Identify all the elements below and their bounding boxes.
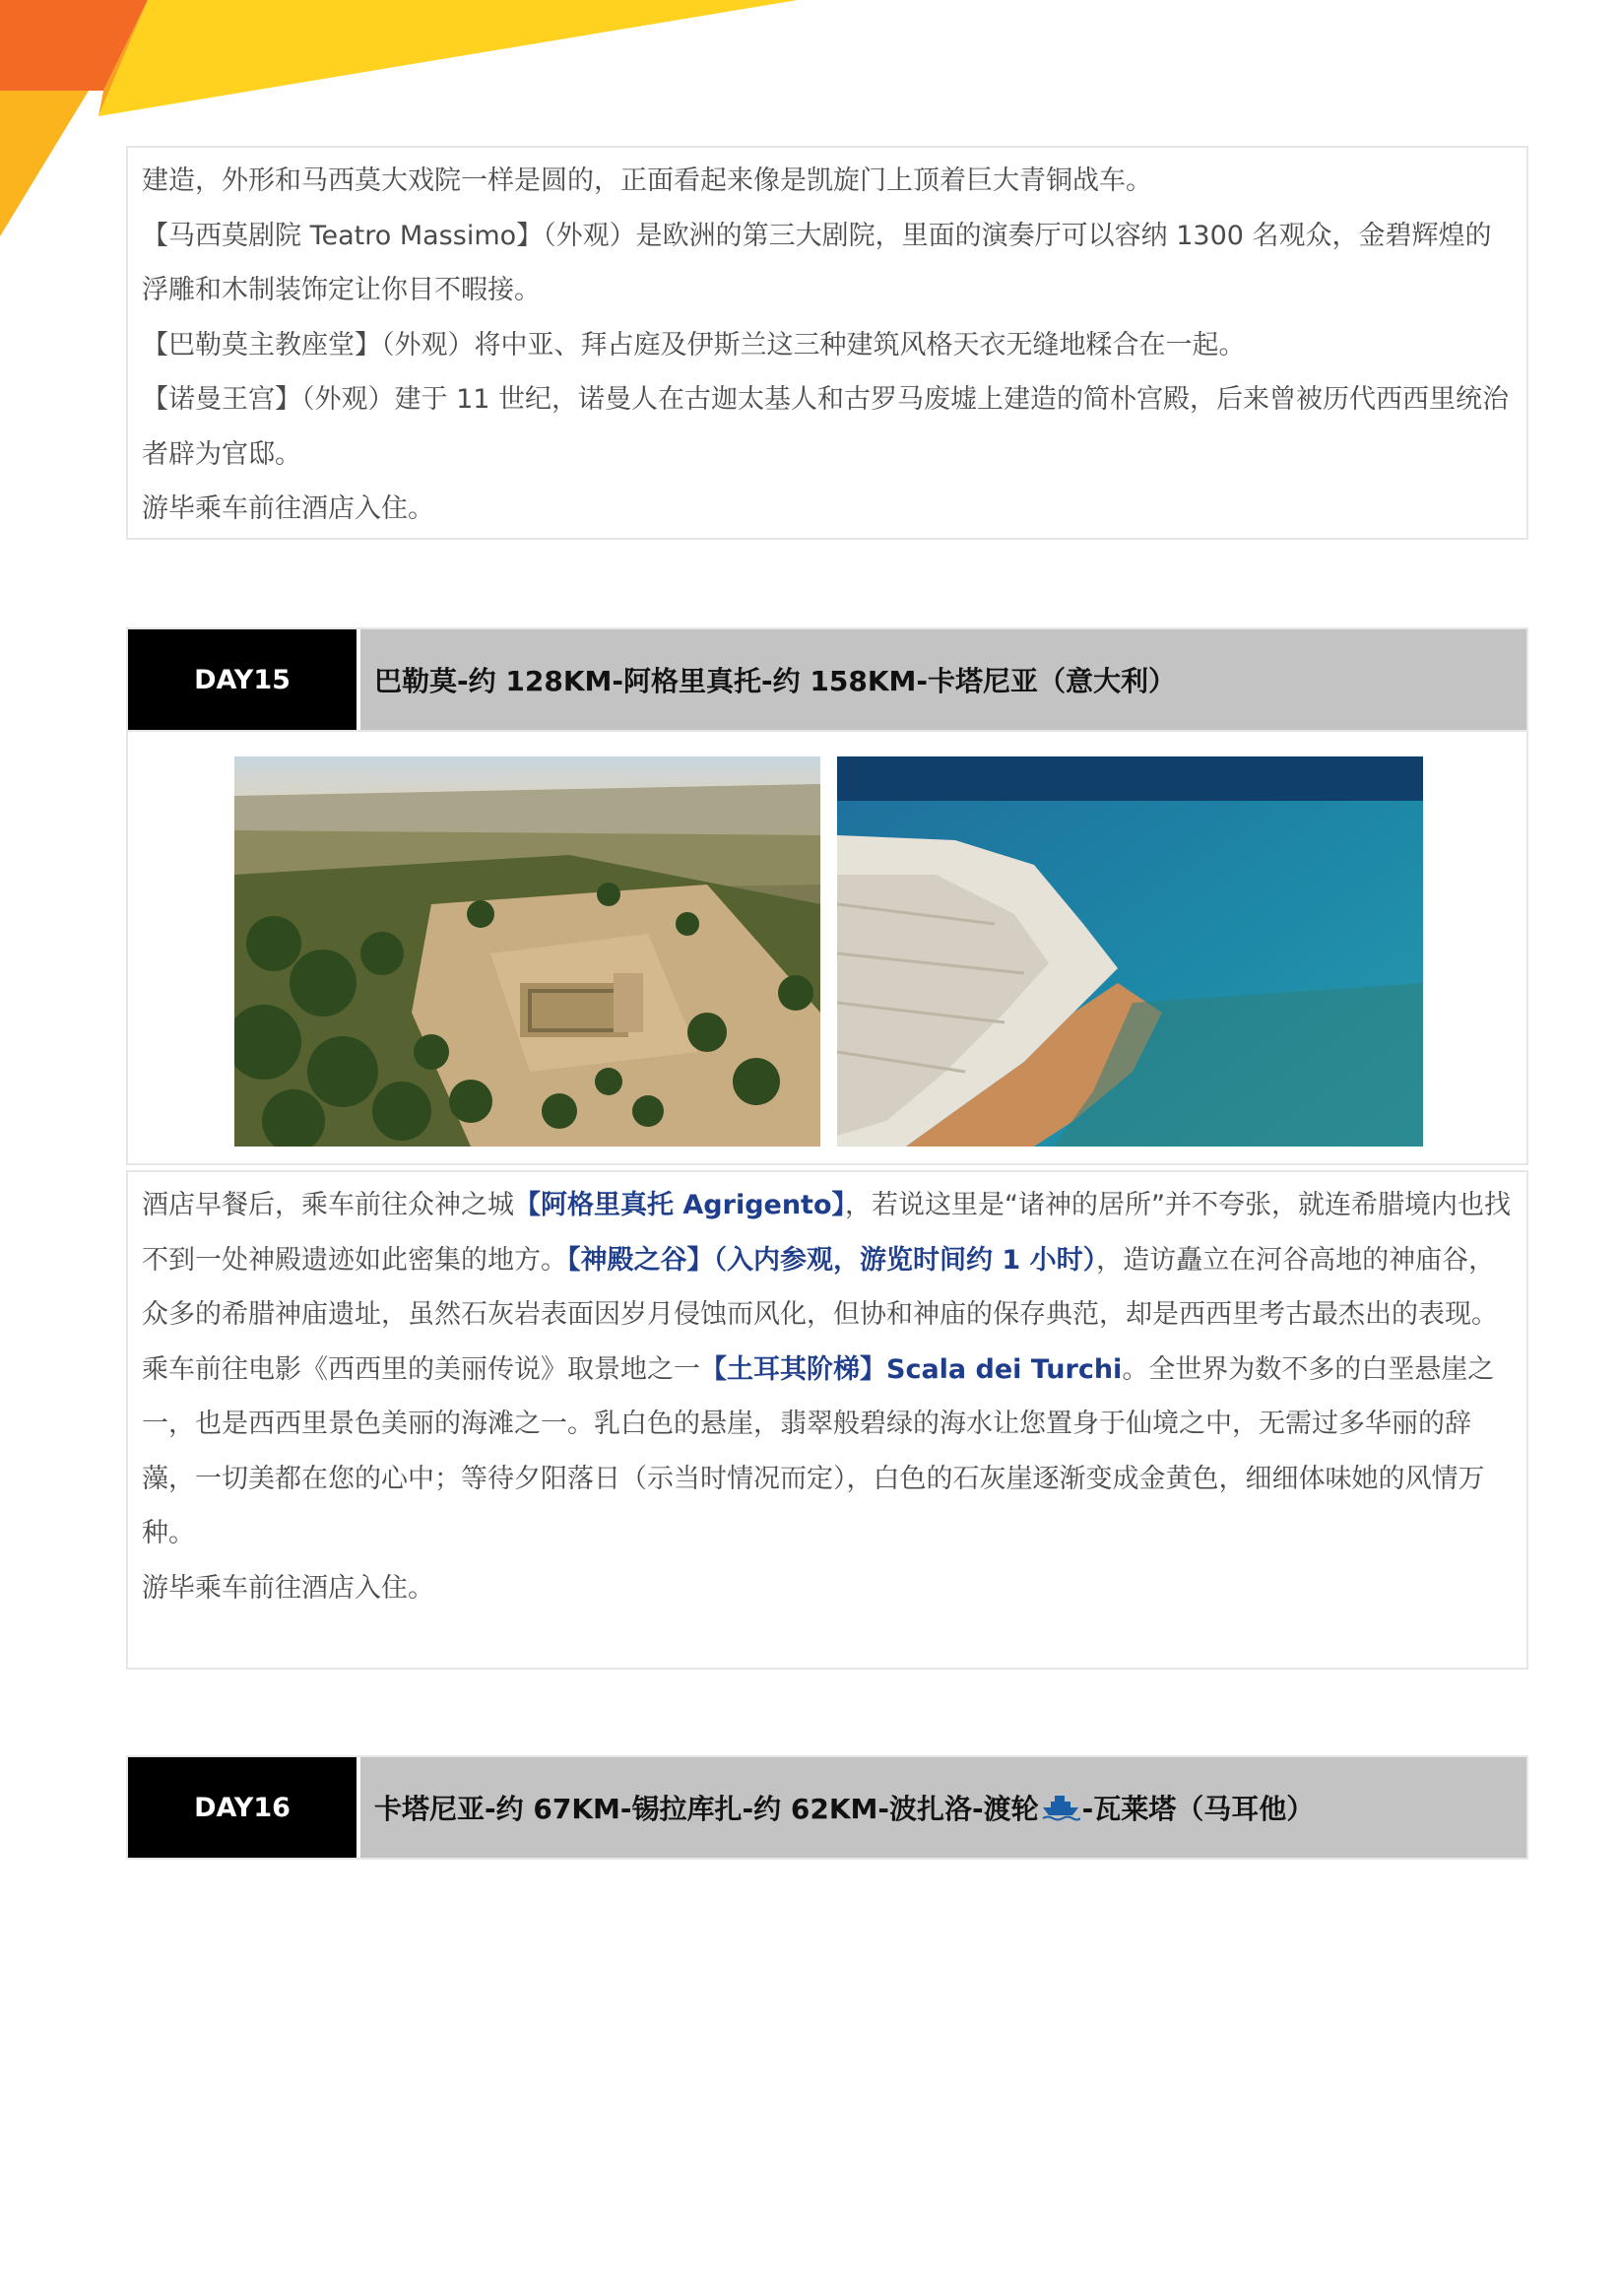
scala-dei-turchi-photo — [837, 756, 1423, 1147]
valley-of-temples-highlight: 【神殿之谷】（入内参观，游览时间约 1 小时） — [567, 1244, 1097, 1276]
paragraph-line: 建造，外形和马西莫大戏院一样是圆的，正面看起来像是凯旋门上顶着巨大青铜战车。 — [142, 165, 1152, 196]
previous-day-text-box — [126, 146, 1528, 540]
agrigento-highlight: 【阿格里真托 Agrigento】 — [514, 1190, 846, 1220]
day16-label: DAY16 — [128, 1757, 357, 1858]
day16-header — [126, 1755, 1528, 1860]
text-segment: ，若说这里是“诸神的居所”并不夸张，就连希腊境内也找不到一处神殿遗迹如此密集的地方。 — [142, 1190, 1511, 1276]
scala-dei-turchi-paragraph — [142, 1343, 1513, 1561]
agrigento-paragraph — [142, 1178, 1513, 1343]
day15-photo-row — [126, 730, 1528, 1165]
day15-hotel-paragraph: 游毕乘车前往酒店入住。 — [142, 1572, 434, 1604]
text-segment: 。全世界为数不多的白垩悬崖之一，也是西西里景色美丽的海滩之一。乳白色的悬崖，翡翠般碧绿的海水让您置身于仙境之中，无需过多华丽的辞藻，一切美都在您的心中；等待夕阳落日（示当时情况而定），白色的石灰崖逐渐变成金黄色，细细体味她的风情万种。 — [142, 1353, 1495, 1548]
turkish-steps-highlight: 【土耳其阶梯】 — [700, 1353, 886, 1385]
paragraph-norman-palace: 【诺曼王宫】（外观）建于 11 世纪，诺曼人在古迦太基人和古罗马废墟上建造的简朴宫殿，后来曾被历代西西里统治者辟为官邸。 — [142, 384, 1510, 470]
text-segment: 乘车前往电影《西西里的美丽传说》取景地之一 — [142, 1353, 700, 1385]
paragraph-hotel: 游毕乘车前往酒店入住。 — [142, 493, 434, 524]
agrigento-temple-valley-photo — [234, 756, 820, 1147]
day15-title: 巴勒莫-约 128KM-阿格里真托-约 158KM-卡塔尼亚（意大利） — [360, 629, 1526, 730]
ship-icon — [1041, 1792, 1080, 1823]
day16-title-part1: 卡塔尼亚-约 67KM-锡拉库扎-约 62KM-波扎洛-渡轮 — [374, 1793, 1039, 1825]
day15-description-box — [126, 1170, 1528, 1670]
text-segment: 酒店早餐后，乘车前往众神之城 — [142, 1190, 514, 1220]
scala-dei-turchi-highlight: Scala dei Turchi — [886, 1353, 1123, 1385]
text-segment: ，造访矗立在河谷高地的神庙谷，众多的希腊神庙遗址，虽然石灰岩表面因岁月侵蚀而风化，但协和神庙的保存典范，却是西西里考古最杰出的表现。 — [142, 1244, 1498, 1330]
paragraph-palermo-cathedral: 【巴勒莫主教座堂】（外观）将中亚、拜占庭及伊斯兰这三种建筑风格天衣无缝地糅合在一起。 — [142, 329, 1246, 361]
day16-title — [360, 1757, 1526, 1858]
day15-header — [126, 627, 1528, 732]
day15-label: DAY15 — [128, 629, 357, 730]
day16-title-part2: -瓦莱塔（马耳他） — [1081, 1793, 1315, 1825]
paragraph-teatro-massimo: 【马西莫剧院 Teatro Massimo】（外观）是欧洲的第三大剧院，里面的演奏厅可以容纳 1300 名观众，金碧辉煌的浮雕和木制装饰定让你目不暇接。 — [142, 220, 1492, 305]
